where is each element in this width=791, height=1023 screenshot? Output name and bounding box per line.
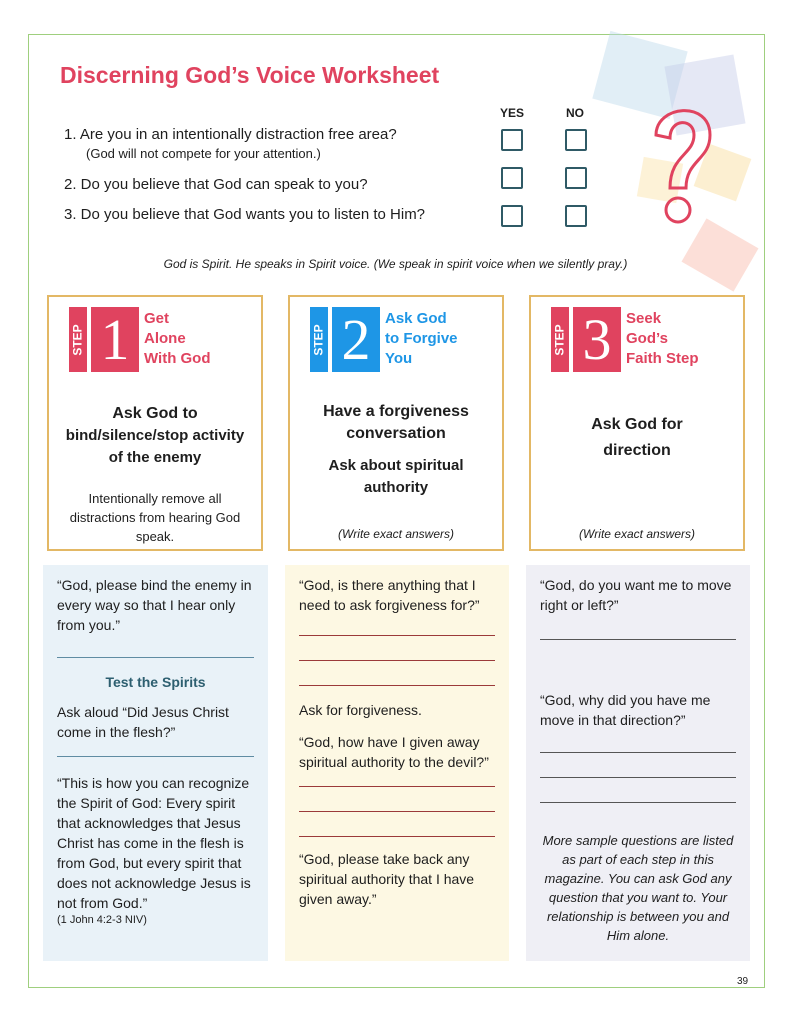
q1-yes-checkbox[interactable] — [501, 129, 523, 151]
answer-line[interactable] — [299, 660, 495, 661]
answer-line[interactable] — [540, 777, 736, 778]
answer-line[interactable] — [299, 685, 495, 686]
answer-line[interactable] — [299, 811, 495, 812]
step-3-card: STEP 3 Seek God’s Faith Step Ask God for direction (Write exact answers) — [529, 295, 745, 551]
answer-line[interactable] — [299, 786, 495, 787]
answer-line[interactable] — [299, 635, 495, 636]
page-number: 39 — [737, 976, 749, 987]
question-1: 1. Are you in an intentionally distraction free area? (God will not compete for your attention.) — [64, 126, 397, 161]
q2-yes-checkbox[interactable] — [501, 167, 523, 189]
q1-no-checkbox[interactable] — [565, 129, 587, 151]
question-3: 3. Do you believe that God wants you to listen to Him? — [64, 206, 426, 223]
question-mark-icon — [648, 100, 718, 230]
spirit-note: God is Spirit. He speaks in Spirit voice. (We speak in spirit voice when we silently pray.) — [163, 257, 628, 271]
no-header: NO — [566, 106, 584, 120]
step-1-card: STEP 1 Get Alone With God Ask God to bind/silence/stop activity of the enemy Intentionally remove all distractions from hearing God speak. — [47, 295, 263, 551]
page-title: Discerning God’s Voice Worksheet — [60, 62, 440, 88]
answer-line[interactable] — [540, 802, 736, 803]
step-2-card: STEP 2 Ask God to Forgive You Have a forgiveness conversation Ask about spiritual authority (Write exact answers) — [288, 295, 504, 551]
yes-header: YES — [500, 106, 525, 120]
q3-yes-checkbox[interactable] — [501, 205, 523, 227]
answer-line[interactable] — [299, 836, 495, 837]
q3-no-checkbox[interactable] — [565, 205, 587, 227]
answer-line[interactable] — [540, 752, 736, 753]
panel-step-3: “God, do you want me to move right or left?” “God, why did you have me move in that direction?” More sample questions are listed as part of each step in this magazine. You can ask God any question that you want to. Your relationship is between you and Him alone. — [526, 565, 750, 961]
q2-no-checkbox[interactable] — [565, 167, 587, 189]
answer-line — [57, 657, 254, 658]
panel-step-2: “God, is there anything that I need to ask forgiveness for?” Ask for forgiveness. “God, how have I given away spiritual authority to the devil?” “God, please take back any spiritual authority that I have given away.” — [285, 565, 509, 961]
question-2: 2. Do you believe that God can speak to you? — [64, 176, 368, 193]
answer-line[interactable] — [540, 639, 736, 640]
answer-line — [57, 756, 254, 757]
panel-step-1: “God, please bind the enemy in every way so that I hear only from you.” Test the Spirits Ask aloud “Did Jesus Christ come in the flesh?” “This is how you can recognize the Spirit of God: Every spirit that acknowledges that Jesus Christ has come in the flesh is from God, but every spirit that does not acknowledge Jesus is not from God.” (1 John 4:2-3 NIV) — [43, 565, 268, 961]
